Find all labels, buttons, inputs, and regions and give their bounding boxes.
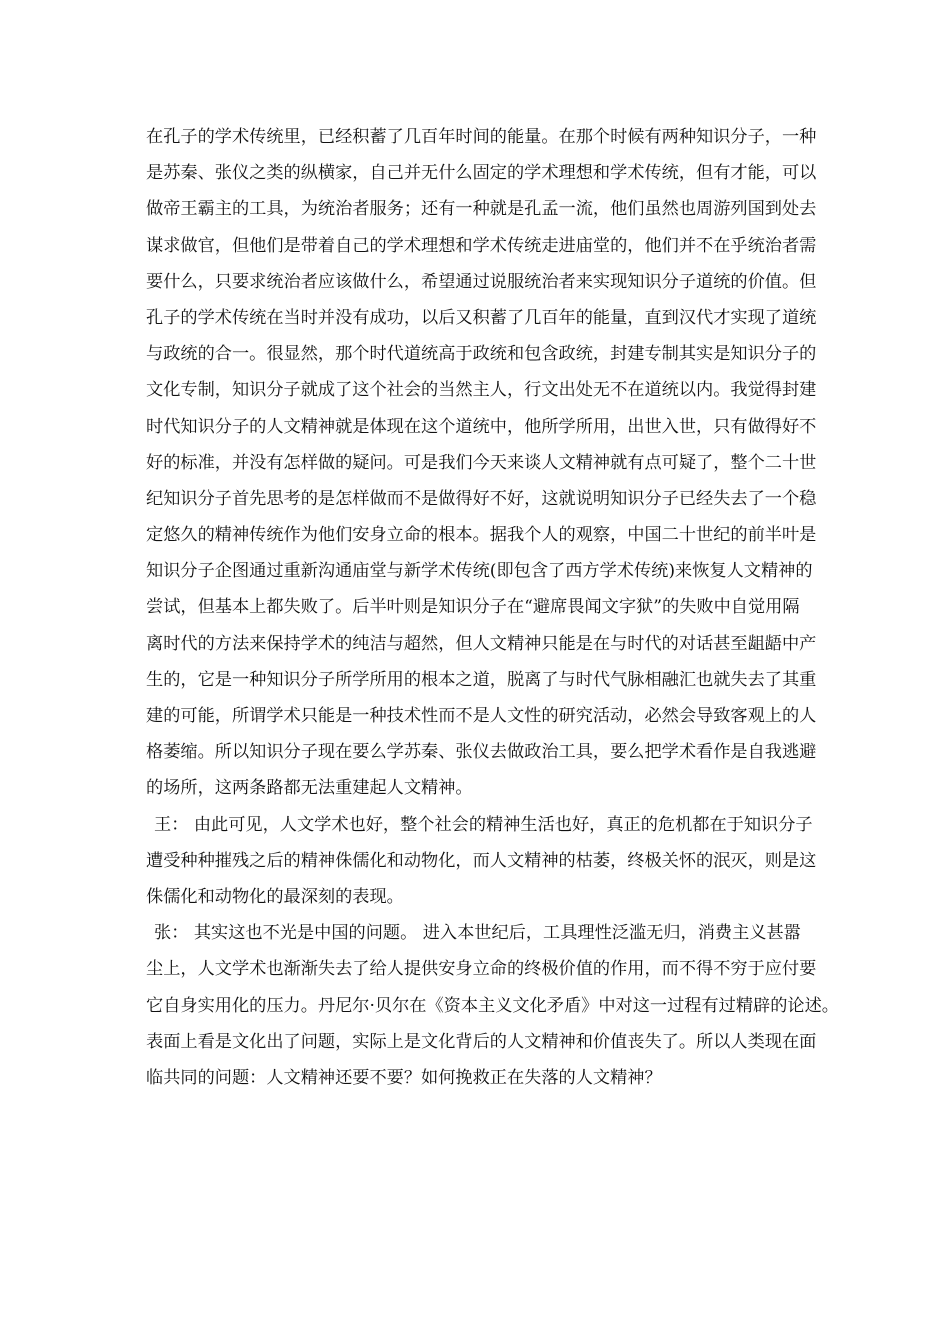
text-line: 侏儒化和动物化的最深刻的表现。: [146, 886, 404, 907]
text-line: 尘上，人文学术也渐渐失去了给人提供安身立命的终极价值的作用，而不得不穷于应付要: [146, 959, 817, 980]
text-line: 好的标准，并没有怎样做的疑问。可是我们今天来谈人文精神就有点可疑了，整个二十世: [146, 452, 817, 473]
text-line: 定悠久的精神传统作为他们安身立命的根本。据我个人的观察，中国二十世纪的前半叶是: [146, 525, 817, 546]
text-line: 它自身实用化的压力。丹尼尔·贝尔在《资本主义文化矛盾》中对这一过程有过精辟的论述。: [146, 995, 839, 1016]
text-line: 格萎缩。所以知识分子现在要么学苏秦、张仪去做政治工具，要么把学术看作是自我逃避: [146, 742, 817, 763]
text-line: 尝试，但基本上都失败了。后半叶则是知识分子在“避席畏闻文字狱”的失败中自觉用隔: [146, 597, 800, 618]
text-line: 是苏秦、张仪之类的纵横家，自己并无什么固定的学术理想和学术传统，但有才能，可以: [146, 163, 817, 184]
text-line: 与政统的合一。很显然，那个时代道统高于政统和包含政统，封建专制其实是知识分子的: [146, 344, 817, 365]
text-line: 文化专制，知识分子就成了这个社会的当然主人，行文出处无不在道统以内。我觉得封建: [146, 380, 817, 401]
text-line: 在孔子的学术传统里，已经积蓄了几百年时间的能量。在那个时候有两种知识分子，一种: [146, 127, 817, 147]
text-line: 临共同的问题：人文精神还要不要？如何挽救正在失落的人文精神？: [146, 1067, 662, 1088]
text-line: 生的，它是一种知识分子所学所用的根本之道，脱离了与时代气脉相融汇也就失去了其重: [146, 669, 817, 690]
text-line: 孔子的学术传统在当时并没有成功，以后又积蓄了几百年的能量，直到汉代才实现了道统: [146, 307, 817, 328]
text-line: 纪知识分子首先思考的是怎样做而不是做得好不好，这就说明知识分子已经失去了一个稳: [146, 488, 817, 509]
text-line: 的场所，这两条路都无法重建起人文精神。: [146, 778, 473, 799]
text-line: 建的可能，所谓学术只能是一种技术性而不是人文性的研究活动，必然会导致客观上的人: [146, 706, 817, 726]
speaker-line-wang: 王： 由此可见，人文学术也好，整个社会的精神生活也好，真正的危机都在于知识分子: [154, 814, 813, 835]
text-line: 知识分子企图通过重新沟通庙堂与新学术传统(即包含了西方学术传统)来恢复人文精神的: [146, 561, 813, 582]
text-line: 谋求做官，但他们是带着自己的学术理想和学术传统走进庙堂的，他们并不在乎统治者需: [146, 235, 817, 256]
text-line: 做帝王霸主的工具，为统治者服务；还有一种就是孔孟一流，他们虽然也周游列国到处去: [146, 199, 817, 220]
body-text: [146, 119, 846, 1096]
text-line: 离时代的方法来保持学术的纯洁与超然，但人文精神只能是在与时代的对话甚至龃龉中产: [146, 633, 817, 654]
speaker-line-zhang: 张： 其实这也不光是中国的问题。 进入本世纪后，工具理性泛滥无归，消费主义甚嚣: [154, 923, 801, 944]
text-line: 表面上看是文化出了问题，实际上是文化背后的人文精神和价值丧失了。所以人类现在面: [146, 1031, 817, 1052]
text-line: 要什么，只要求统治者应该做什么，希望通过说服统治者来实现知识分子道统的价值。但: [146, 271, 817, 292]
text-line: 时代知识分子的人文精神就是体现在这个道统中，他所学所用，出世入世，只有做得好不: [146, 416, 817, 437]
text-line: 遭受种种摧残之后的精神侏儒化和动物化，而人文精神的枯萎，终极关怀的泯灭，则是这: [146, 850, 817, 871]
